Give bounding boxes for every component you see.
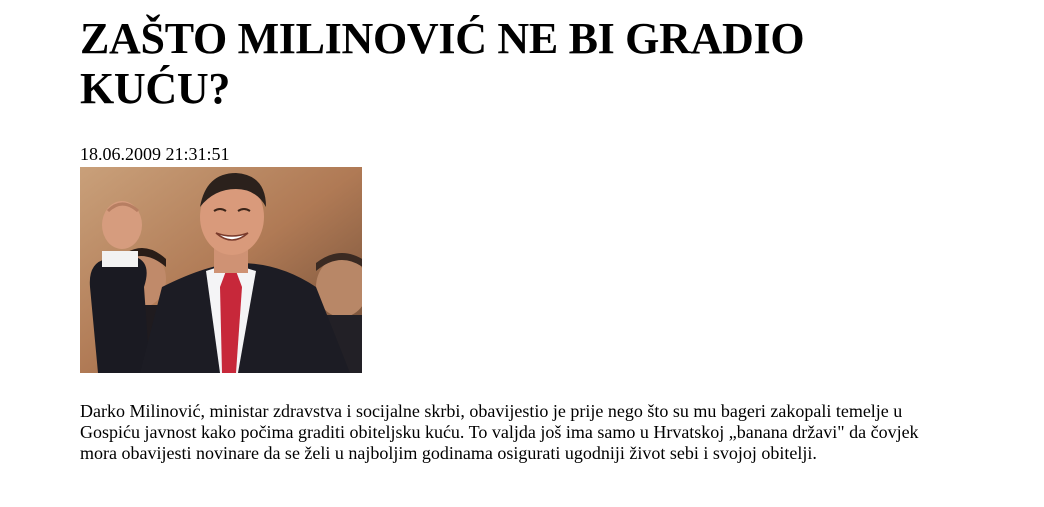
article-photo xyxy=(80,167,362,373)
article-body: Darko Milinović, ministar zdravstva i socijalne skrbi, obavijestio je prije nego što su mu bageri zakopali temelje u Gospiću javnost kako počima graditi obiteljsku kuću. To valjda još ima samo u Hrvatskoj „banana državi" da čovjek mora obavijesti novinare da se želi u najboljim godinama osigurati ugodniji život sebi i svojoj obitelji. xyxy=(80,401,919,463)
article xyxy=(80,14,940,464)
article-title: ZAŠTO MILINOVIĆ NE BI GRADIO KUĆU? xyxy=(80,14,805,113)
article-date: 18.06.2009 21:31:51 xyxy=(80,144,230,164)
